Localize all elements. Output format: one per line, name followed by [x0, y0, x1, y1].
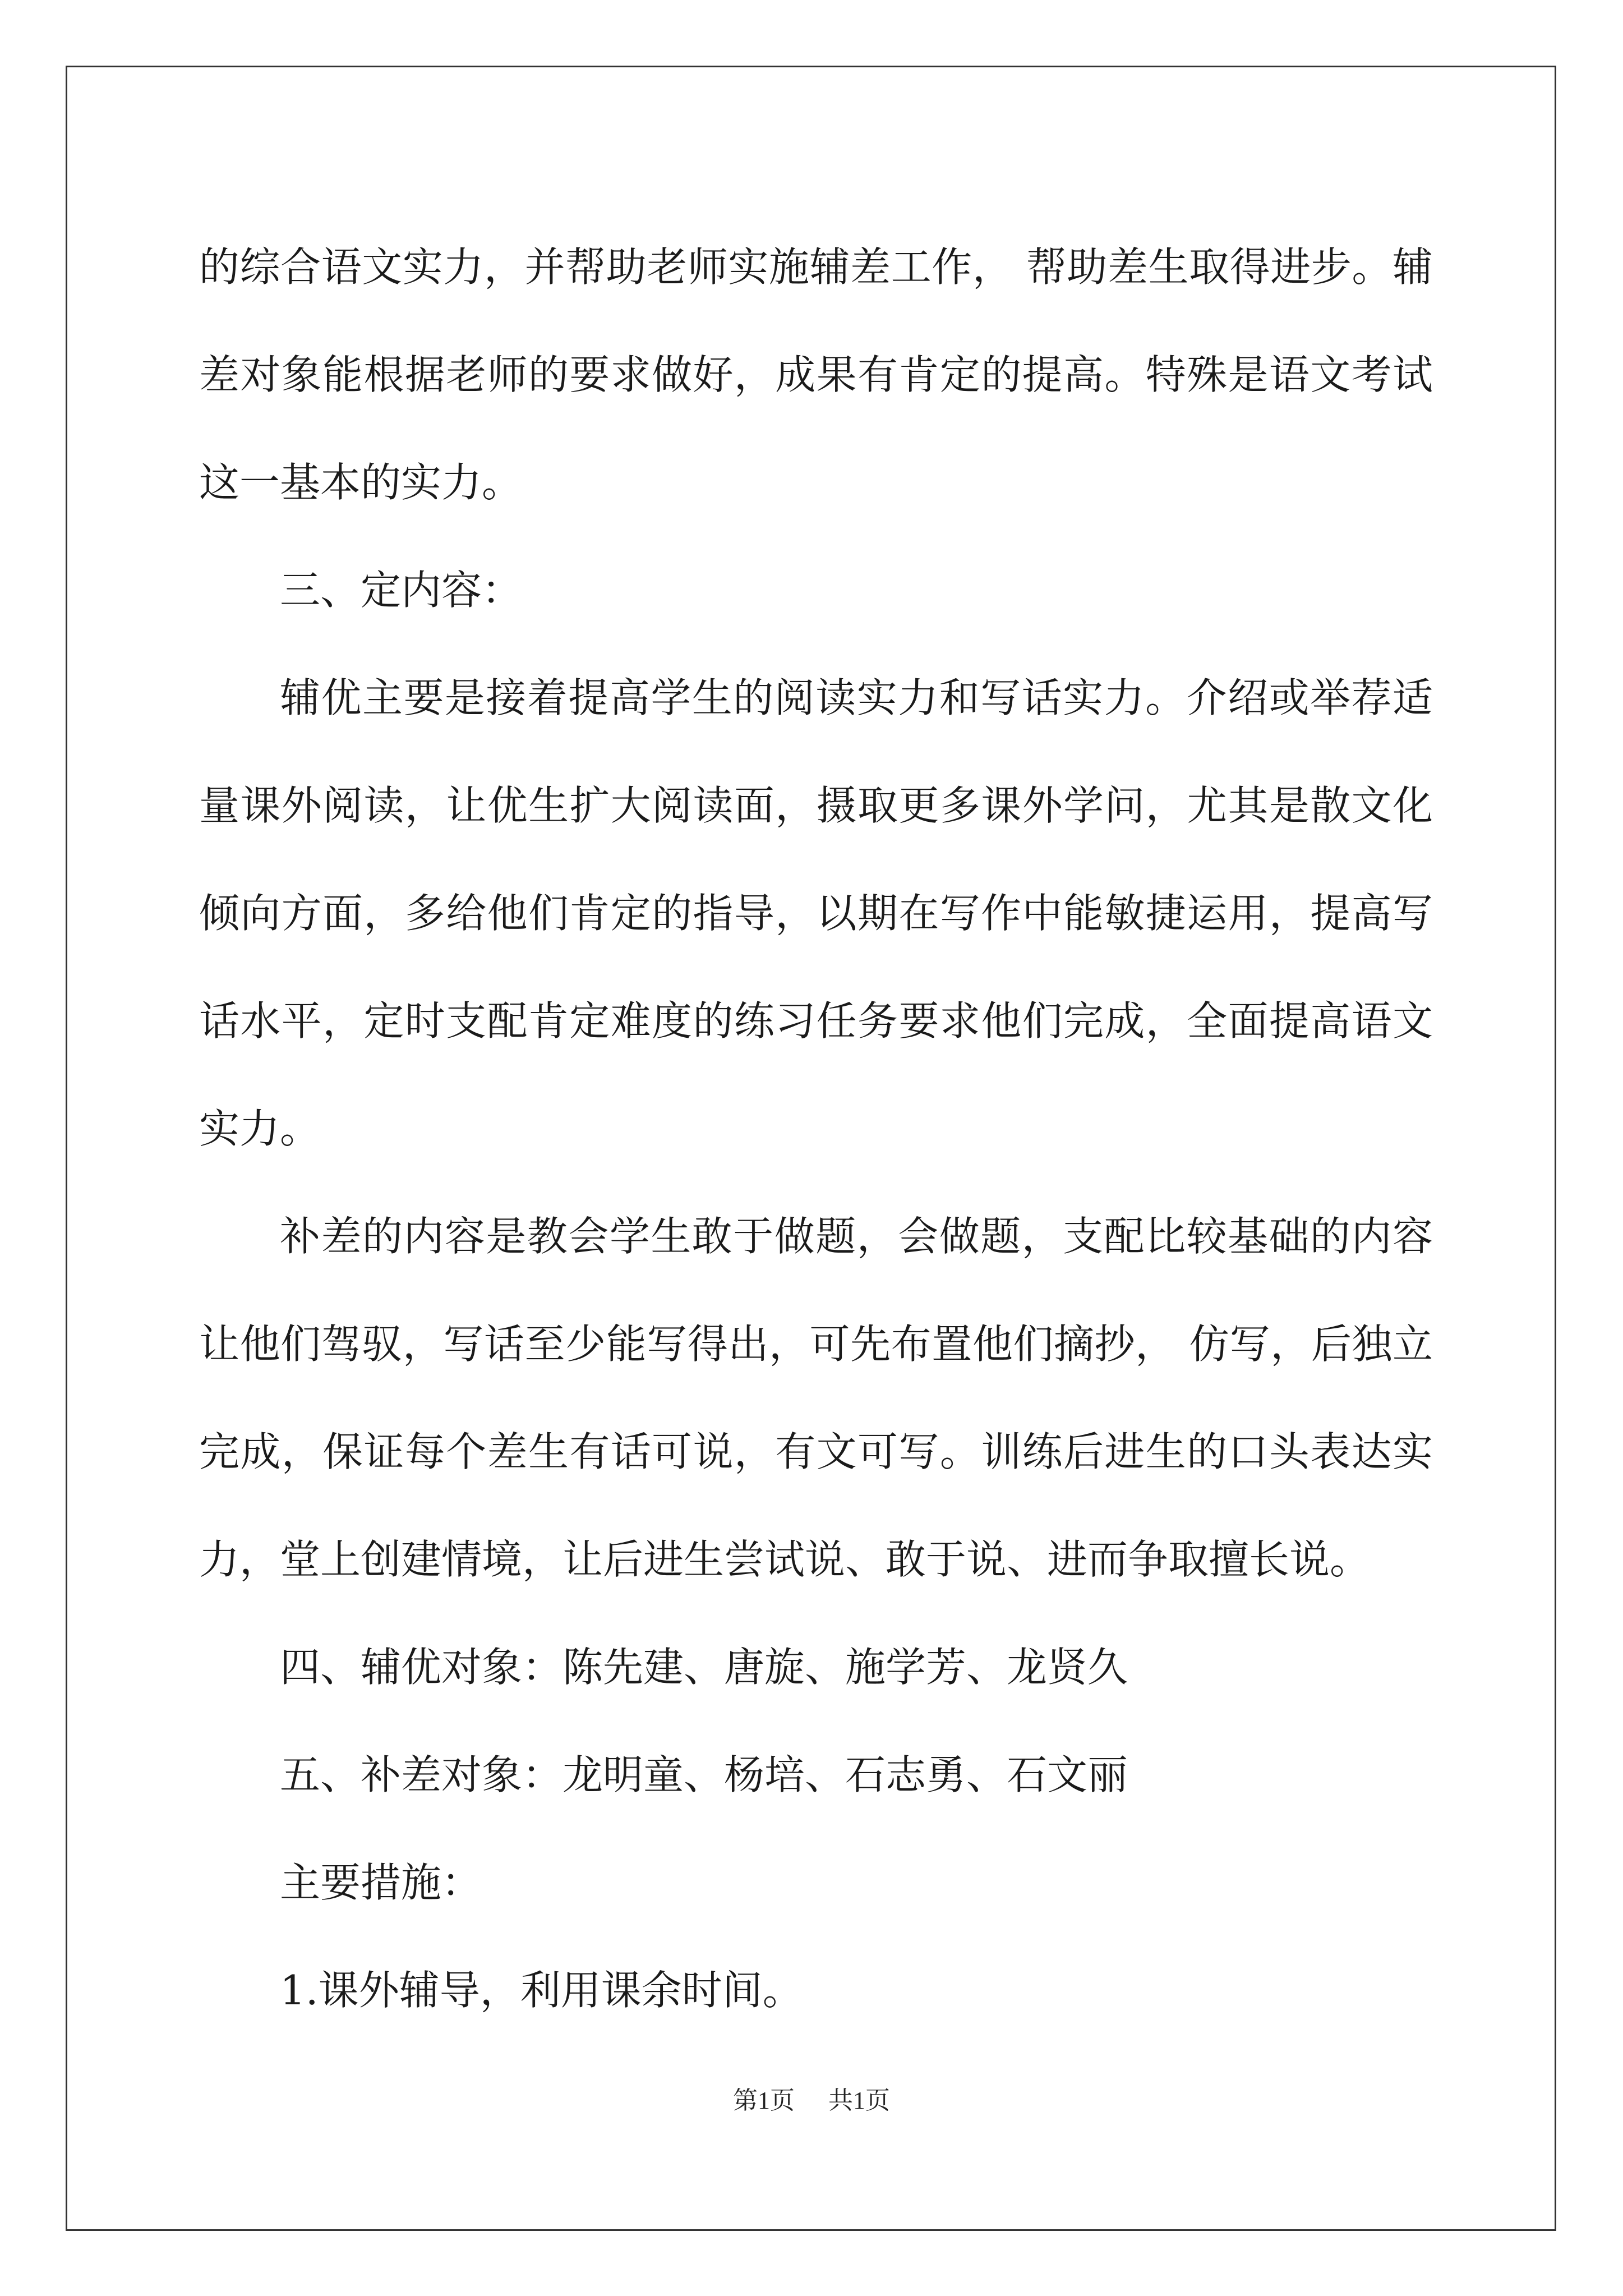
paragraph: 辅优主要是接着提高学生的阅读实力和写话实力。介绍或举荐适量课外阅读，让优生扩大阅读面，摄取更多课外学问，尤其是散文化倾向方面，多给他们肯定的指导，以期在写作中能敏捷运用，提高写话水平，定时支配肯定难度的练习任务要求他们完成，全面提高语文实力。 — [199, 674, 1433, 1152]
paragraph-heading-measures: 主要措施： — [280, 1859, 482, 1906]
paragraph: 的综合语文实力，并帮助老师实施辅差工作， 帮助差生取得进步。辅差对象能根据老师的要求做好，成果有肯定的提高。特殊是语文考试这一基本的实力。 — [199, 243, 1433, 506]
paragraph: 补差的内容是教会学生敢于做题，会做题，支配比较基础的内容让他们驾驭，写话至少能写得出，可先布置他们摘抄， 仿写，后独立完成，保证每个差生有话可说，有文可写。训练后进生的口头表达实力，堂上创建情境，让后进生尝试说、敢于说、进而争取擅长说。 — [199, 1213, 1433, 1583]
paragraph-measure-item: 1.课外辅导，利用课余时间。 — [280, 1967, 803, 2014]
paragraph-heading-content: 三、定内容： — [280, 567, 523, 614]
page-footer — [0, 2080, 1623, 2116]
page-number: 第1页 — [733, 2087, 795, 2114]
document-body — [199, 213, 1433, 2044]
paragraph-struggling-students: 五、补差对象：龙明童、杨培、石志勇、石文丽 — [280, 1751, 1128, 1798]
page-total: 共1页 — [828, 2087, 890, 2114]
paragraph-excellent-students: 四、辅优对象：陈先建、唐旋、施学芳、龙贤久 — [280, 1644, 1128, 1691]
